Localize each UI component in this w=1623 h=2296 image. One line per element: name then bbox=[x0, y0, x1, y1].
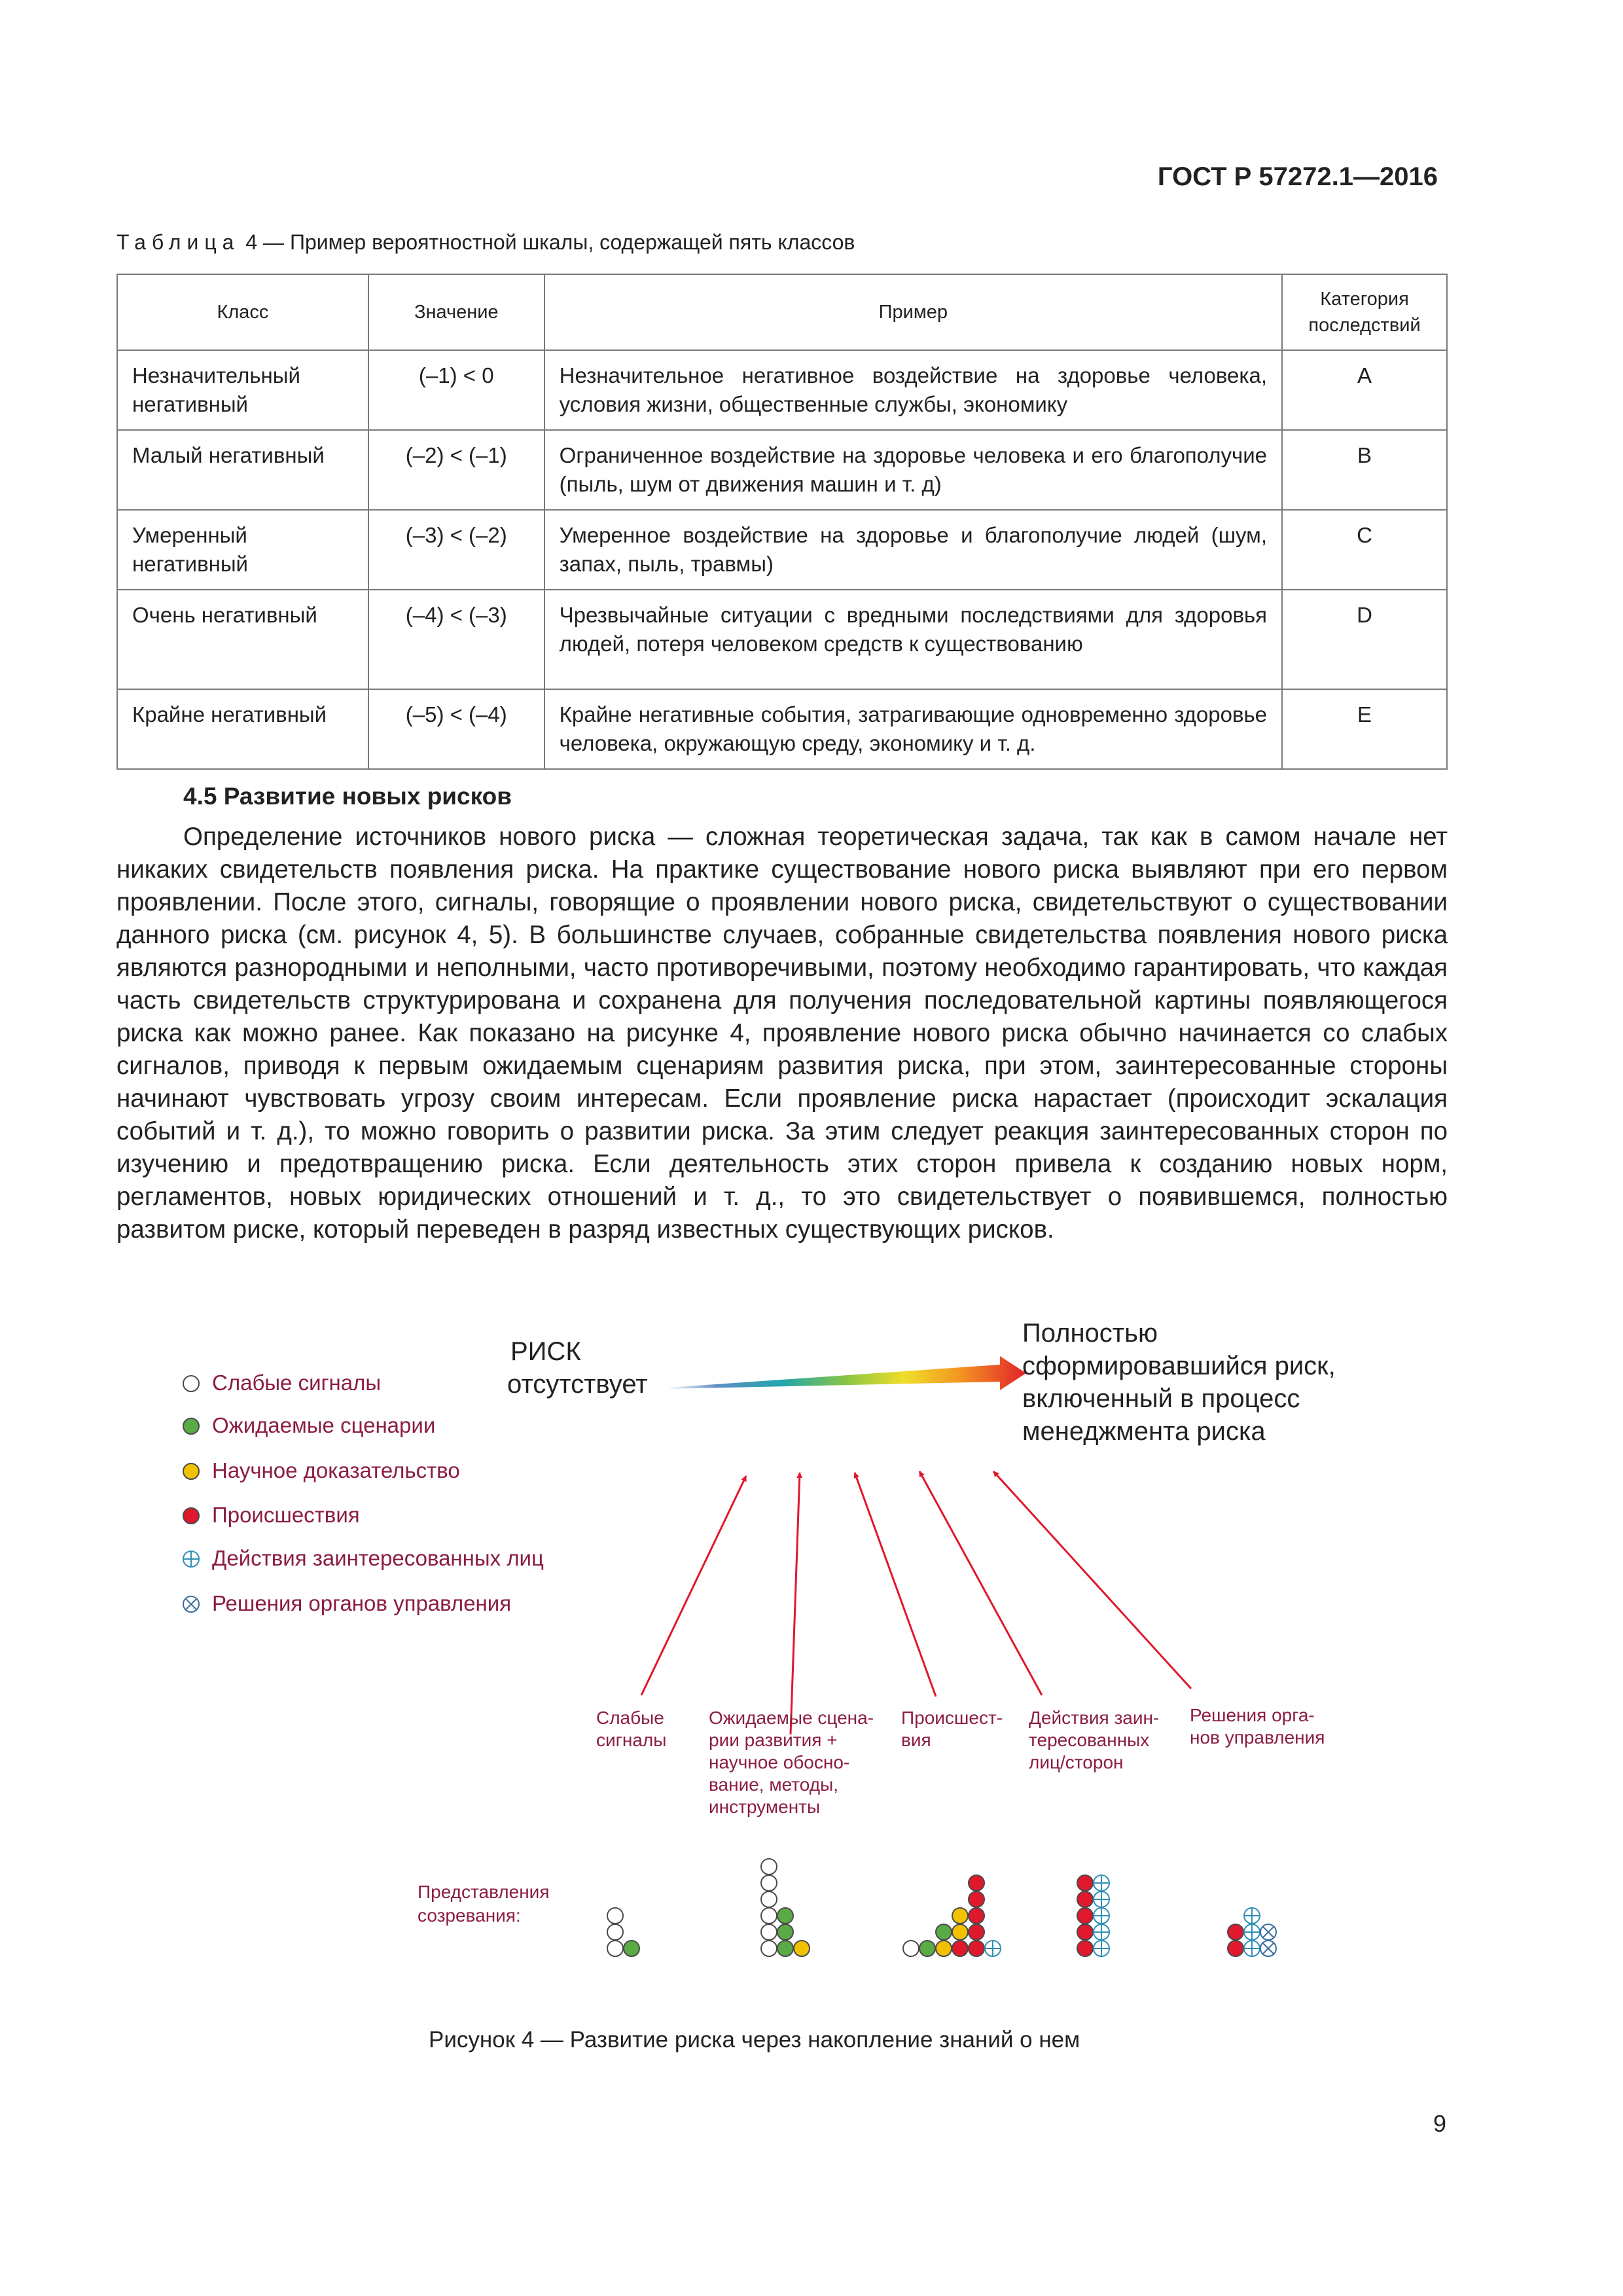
pointer-arrow bbox=[791, 1473, 800, 1734]
stage-labels bbox=[596, 1705, 1325, 1817]
circle-plus-icon bbox=[1244, 1941, 1260, 1956]
red-circle-icon bbox=[1077, 1892, 1093, 1907]
arrow-start-text-line: отсутствует bbox=[507, 1370, 648, 1399]
circle-plus-icon bbox=[1094, 1924, 1109, 1940]
stage-label bbox=[901, 1708, 1003, 1750]
maturity-stack bbox=[761, 1859, 810, 1956]
risk-development-figure bbox=[0, 1296, 1623, 2016]
stage-label-line: тересованных bbox=[1029, 1730, 1150, 1750]
stage-label-line: инструменты bbox=[709, 1797, 821, 1817]
stage-label-line: вание, методы, bbox=[709, 1774, 838, 1795]
arrow-end-text-line: менеджмента риска bbox=[1022, 1417, 1266, 1446]
red-circle-icon bbox=[969, 1924, 984, 1940]
circle-plus-icon bbox=[985, 1941, 1001, 1956]
document-code: ГОСТ Р 57272.1—2016 bbox=[1157, 162, 1438, 191]
green-circle-icon bbox=[919, 1941, 935, 1956]
green-circle-icon bbox=[936, 1924, 952, 1940]
cell-value: (–4) < (–3) bbox=[368, 590, 544, 689]
arrow-end-text-line: Полностью bbox=[1022, 1319, 1158, 1348]
table-row bbox=[117, 590, 1447, 689]
open-circle-icon bbox=[761, 1908, 777, 1924]
stage-label-line: Ожидаемые сцена- bbox=[709, 1708, 874, 1728]
red-circle-icon bbox=[1077, 1908, 1093, 1924]
circle-plus-icon bbox=[1094, 1875, 1109, 1891]
cell-class: Умеренный негативный bbox=[117, 510, 368, 590]
open-circle-icon bbox=[607, 1924, 623, 1940]
cell-value: (–2) < (–1) bbox=[368, 430, 544, 510]
table-caption-label: Таблица bbox=[116, 230, 240, 254]
pointer-arrow bbox=[855, 1473, 936, 1696]
cell-category: E bbox=[1282, 689, 1447, 769]
maturity-stack bbox=[1077, 1875, 1109, 1956]
legend-item bbox=[183, 1546, 544, 1570]
cell-example: Ограниченное воздействие на здоровье человека и его благополучие (пыль, шум от движения машин и т. д) bbox=[544, 430, 1282, 510]
cell-category: C bbox=[1282, 510, 1447, 590]
open-circle-icon bbox=[903, 1941, 919, 1956]
stage-label bbox=[1029, 1708, 1159, 1772]
arrow-start-text-line: РИСК bbox=[510, 1337, 581, 1366]
maturity-label-text-line: Представления bbox=[418, 1882, 550, 1902]
stage-label bbox=[596, 1708, 666, 1750]
table-row bbox=[117, 689, 1447, 769]
legend-item bbox=[183, 1503, 360, 1527]
yellow-circle-icon bbox=[952, 1908, 968, 1924]
legend-item bbox=[183, 1413, 435, 1437]
red-circle-icon bbox=[1077, 1875, 1093, 1891]
red-circle-icon bbox=[969, 1875, 984, 1891]
figure-caption: Рисунок 4 — Развитие риска через накопление знаний о нем bbox=[429, 2027, 1080, 2053]
legend-item bbox=[183, 1458, 460, 1482]
stage-label-line: вия bbox=[901, 1730, 931, 1750]
stage-label-line: Слабые bbox=[596, 1708, 664, 1728]
cell-example: Крайне негативные события, затрагивающие одновременно здоровье человека, окружающую среду, экономику и т. д. bbox=[544, 689, 1282, 769]
legend-label: Действия заинтересованных лиц bbox=[212, 1546, 544, 1570]
figure-legend bbox=[183, 1371, 544, 1615]
red-circle-icon bbox=[969, 1908, 984, 1924]
circle-cross-icon bbox=[1260, 1924, 1276, 1940]
red-circle-icon bbox=[952, 1941, 968, 1956]
green-circle-icon bbox=[183, 1418, 199, 1434]
stage-label-line: Происшест- bbox=[901, 1708, 1003, 1728]
circle-plus-icon bbox=[1244, 1924, 1260, 1940]
legend-label: Происшествия bbox=[212, 1503, 360, 1527]
table-row bbox=[117, 510, 1447, 590]
table-caption bbox=[116, 230, 855, 255]
table-row bbox=[117, 350, 1447, 430]
circle-plus-icon bbox=[1244, 1908, 1260, 1924]
red-circle-icon bbox=[183, 1508, 199, 1524]
legend-item bbox=[183, 1591, 511, 1615]
green-circle-icon bbox=[777, 1924, 793, 1940]
cell-value: (–3) < (–2) bbox=[368, 510, 544, 590]
cell-class: Малый негативный bbox=[117, 430, 368, 510]
table-row bbox=[117, 430, 1447, 510]
maturity-label bbox=[418, 1882, 549, 1926]
cell-value: (–1) < 0 bbox=[368, 350, 544, 430]
arrow-end-text-line: сформировавшийся риск, bbox=[1022, 1352, 1336, 1380]
open-circle-icon bbox=[761, 1875, 777, 1891]
open-circle-icon bbox=[607, 1941, 623, 1956]
circle-cross-icon bbox=[1260, 1941, 1276, 1956]
open-circle-icon bbox=[607, 1908, 623, 1924]
red-circle-icon bbox=[1077, 1924, 1093, 1940]
green-circle-icon bbox=[624, 1941, 639, 1956]
stage-label-line: Решения орга- bbox=[1190, 1705, 1315, 1725]
open-circle-icon bbox=[183, 1376, 199, 1391]
stage-label-line: Действия заин- bbox=[1029, 1708, 1160, 1728]
open-circle-icon bbox=[761, 1892, 777, 1907]
stage-label-line: нов управления bbox=[1190, 1727, 1325, 1748]
arrow-end-text bbox=[1022, 1319, 1336, 1446]
legend-label: Слабые сигналы bbox=[212, 1371, 382, 1395]
cell-example: Умеренное воздействие на здоровье и благополучие людей (шум, запах, пыль, травмы) bbox=[544, 510, 1282, 590]
yellow-circle-icon bbox=[183, 1463, 199, 1479]
arrow-end-text-line: включенный в процесс bbox=[1022, 1384, 1300, 1413]
cell-class: Очень негативный bbox=[117, 590, 368, 689]
circle-plus-icon bbox=[1094, 1908, 1109, 1924]
yellow-circle-icon bbox=[936, 1941, 952, 1956]
cell-example: Незначительное негативное воздействие на здоровье человека, условия жизни, общественные службы, экономику bbox=[544, 350, 1282, 430]
circle-plus-icon bbox=[183, 1551, 199, 1567]
header-class: Класс bbox=[117, 274, 368, 350]
maturity-stack bbox=[1228, 1908, 1276, 1956]
stage-label bbox=[709, 1708, 874, 1817]
header-example: Пример bbox=[544, 274, 1282, 350]
red-circle-icon bbox=[969, 1892, 984, 1907]
pointer-arrow bbox=[993, 1471, 1191, 1689]
maturity-stacks bbox=[607, 1859, 1276, 1956]
legend-label: Решения органов управления bbox=[212, 1591, 512, 1615]
cell-category: A bbox=[1282, 350, 1447, 430]
page-number: 9 bbox=[1433, 2110, 1446, 2137]
stage-label-line: лиц/сторон bbox=[1029, 1752, 1124, 1772]
red-circle-icon bbox=[1077, 1941, 1093, 1956]
arrow-start-label bbox=[507, 1337, 648, 1399]
circle-plus-icon bbox=[1094, 1892, 1109, 1907]
cell-category: D bbox=[1282, 590, 1447, 689]
legend-label: Научное доказательство bbox=[212, 1458, 460, 1482]
header-category: Категория последствий bbox=[1282, 274, 1447, 350]
open-circle-icon bbox=[761, 1924, 777, 1940]
maturity-label-text-line: созревания: bbox=[418, 1905, 521, 1926]
cell-category: B bbox=[1282, 430, 1447, 510]
maturity-stack bbox=[607, 1908, 639, 1956]
arrow-start-text bbox=[507, 1337, 648, 1399]
green-circle-icon bbox=[777, 1941, 793, 1956]
table-header-row bbox=[117, 274, 1447, 350]
cell-example: Чрезвычайные ситуации с вредными последствиями для здоровья людей, потеря человеком средств к существованию bbox=[544, 590, 1282, 689]
pointer-arrow bbox=[641, 1476, 746, 1695]
cell-class: Крайне негативный bbox=[117, 689, 368, 769]
probability-scale-table bbox=[116, 274, 1448, 770]
stage-label-line: рии развития + bbox=[709, 1730, 838, 1750]
yellow-circle-icon bbox=[794, 1941, 810, 1956]
stage-label-line: научное обосно- bbox=[709, 1752, 850, 1772]
red-circle-icon bbox=[1228, 1941, 1243, 1956]
circle-plus-icon bbox=[1094, 1941, 1109, 1956]
stage-pointer-arrows bbox=[641, 1471, 1191, 1734]
risk-gradient-arrow-icon bbox=[668, 1356, 1026, 1390]
body-paragraph: Определение источников нового риска — сложная теоретическая задача, так как в самом начале нет никаких свидетельств появления риска. На практике существование нового риска выявляют при его первом проявлении. После этого, сигналы, говорящие о проявлении нового риска, свидетельствуют о существовании данного риска (см. рисунок 4, 5). В большинстве случаев, собранные свидетельства появления нового риска являются разнородными и неполными, часто противоречивыми, поэтому необходимо гарантировать, что каждая часть свидетельств структурирована и сохранена для получения последовательной картины появляющегося риска как можно ранее. Как показано на рисунке 4, проявление нового риска обычно начинается со слабых сигналов, приводя к первым ожидаемым сценариям развития риска, при этом, заинтересованные стороны начинают чувствовать угрозу своим интересам. Если проявление риска нарастает (происходит эскалация событий и т. д.), то можно говорить о развитии риска. За этим следует реакция заинтересованных сторон по изучению и предотвращению риска. Если деятельность этих сторон привела к созданию новых норм, регламентов, новых юридических отношений и т. д., то это свидетельствует о появившемся, полностью развитом риске, который переведен в разряд известных существующих рисков. bbox=[116, 823, 1448, 1244]
stage-label-line: сигналы bbox=[596, 1730, 667, 1750]
green-circle-icon bbox=[777, 1908, 793, 1924]
arrow-end-label bbox=[1022, 1319, 1336, 1446]
section-heading: 4.5 Развитие новых рисков bbox=[183, 783, 512, 810]
cell-value: (–5) < (–4) bbox=[368, 689, 544, 769]
cell-class: Незначительный негативный bbox=[117, 350, 368, 430]
open-circle-icon bbox=[761, 1859, 777, 1874]
maturity-label-text bbox=[418, 1882, 549, 1926]
circle-cross-icon bbox=[183, 1596, 199, 1612]
legend-label: Ожидаемые сценарии bbox=[212, 1413, 436, 1437]
legend-item bbox=[183, 1371, 381, 1395]
open-circle-icon bbox=[761, 1941, 777, 1956]
red-circle-icon bbox=[1228, 1924, 1243, 1940]
stage-label bbox=[1190, 1705, 1325, 1748]
yellow-circle-icon bbox=[952, 1924, 968, 1940]
red-circle-icon bbox=[969, 1941, 984, 1956]
table-caption-text: 4 — Пример вероятностной шкалы, содержащей пять классов bbox=[245, 230, 855, 254]
header-value: Значение bbox=[368, 274, 544, 350]
maturity-stack bbox=[903, 1875, 1001, 1956]
